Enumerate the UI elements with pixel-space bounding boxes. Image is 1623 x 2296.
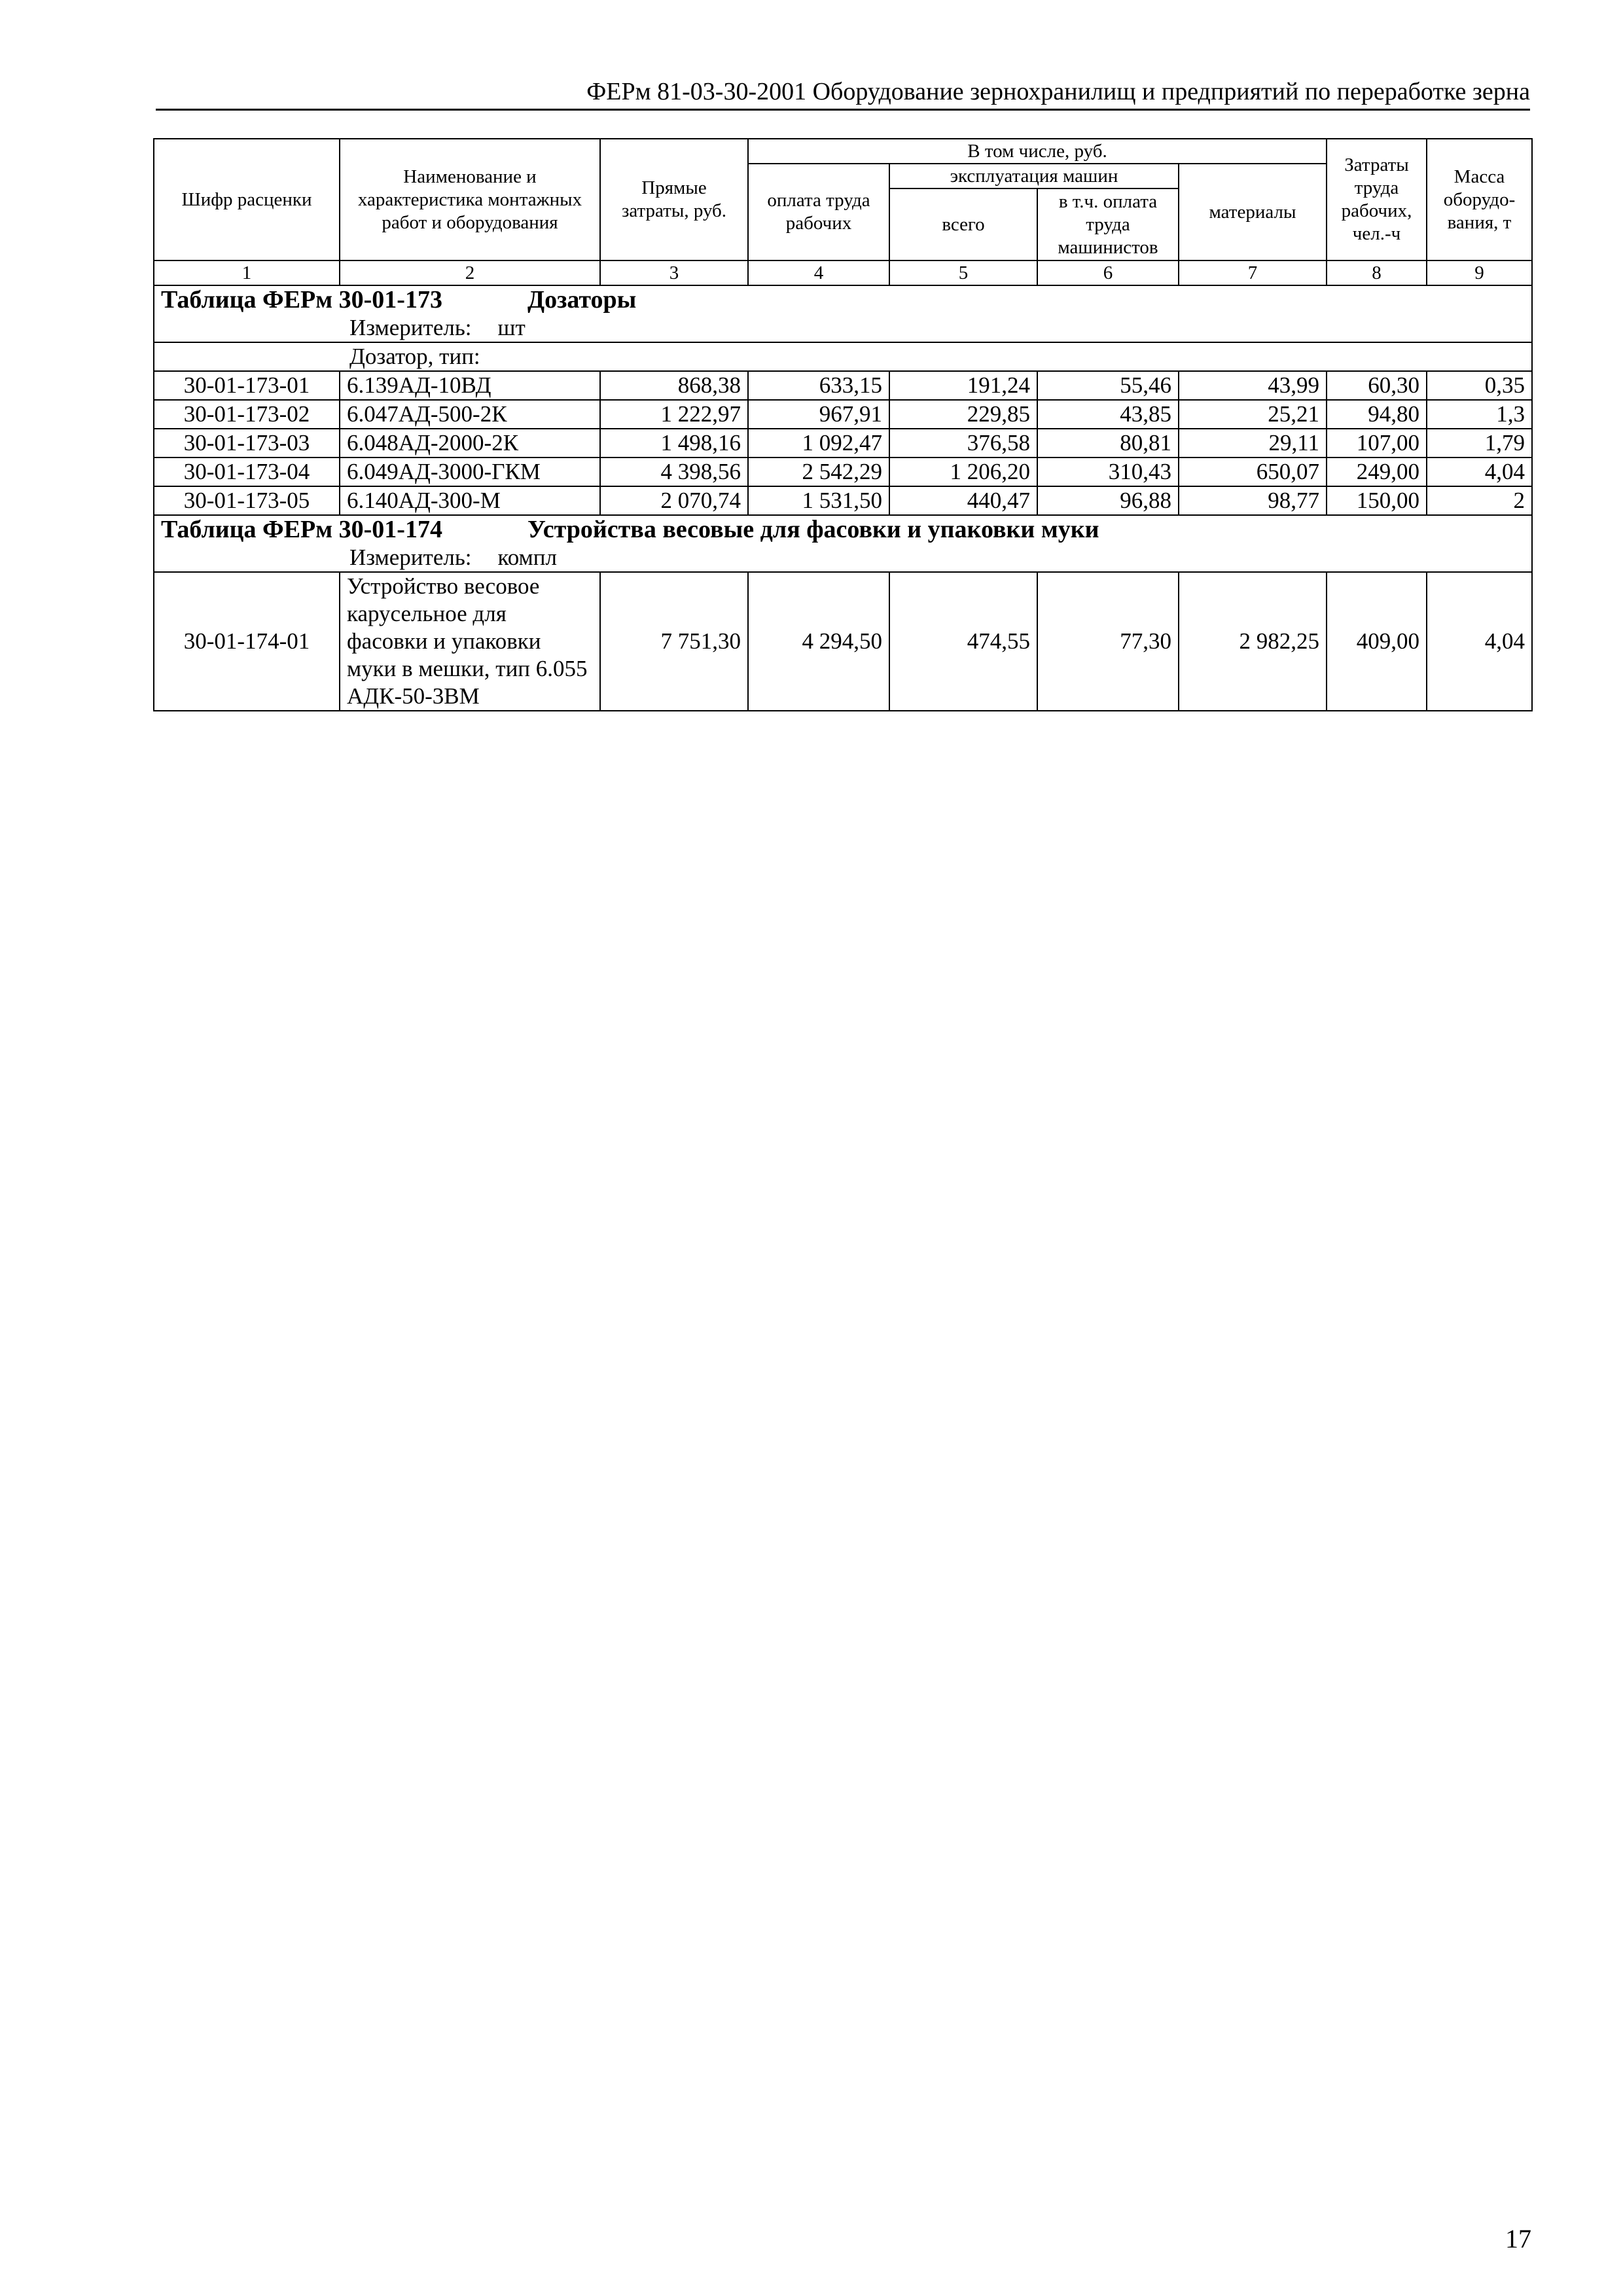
head-labor: оплата труда рабочих bbox=[748, 164, 889, 260]
col-number: 1 bbox=[154, 260, 340, 285]
machines-total: 191,24 bbox=[889, 371, 1037, 400]
materials-cost: 29,11 bbox=[1179, 429, 1327, 457]
measure-unit: шт bbox=[497, 315, 526, 340]
page-number: 17 bbox=[1505, 2224, 1531, 2253]
section-measure-row bbox=[154, 314, 1532, 342]
labor-cost: 967,91 bbox=[748, 400, 889, 429]
labor-hours: 60,30 bbox=[1327, 371, 1427, 400]
rate-name: 6.047АД-500-2К bbox=[340, 400, 600, 429]
labor-cost: 2 542,29 bbox=[748, 457, 889, 486]
measure-label: Измеритель: bbox=[349, 545, 472, 570]
machines-total: 1 206,20 bbox=[889, 457, 1037, 486]
section-title: Таблица ФЕРм 30-01-174 bbox=[161, 516, 442, 543]
equipment-mass: 1,79 bbox=[1427, 429, 1532, 457]
rate-code: 30-01-174-01 bbox=[154, 572, 340, 711]
labor-cost: 4 294,50 bbox=[748, 572, 889, 711]
column-numbers-row bbox=[154, 260, 1532, 285]
labor-hours: 150,00 bbox=[1327, 486, 1427, 515]
equipment-mass: 4,04 bbox=[1427, 457, 1532, 486]
labor-hours: 94,80 bbox=[1327, 400, 1427, 429]
machines-total: 440,47 bbox=[889, 486, 1037, 515]
measure-label: Измеритель: bbox=[349, 315, 472, 340]
direct-cost: 2 070,74 bbox=[600, 486, 748, 515]
col-number: 9 bbox=[1427, 260, 1532, 285]
measure-unit: компл bbox=[497, 545, 557, 570]
rate-code: 30-01-173-05 bbox=[154, 486, 340, 515]
col-number: 6 bbox=[1037, 260, 1179, 285]
labor-hours: 107,00 bbox=[1327, 429, 1427, 457]
direct-cost: 7 751,30 bbox=[600, 572, 748, 711]
head-including: В том числе, руб. bbox=[748, 139, 1327, 164]
rate-code: 30-01-173-04 bbox=[154, 457, 340, 486]
head-materials: материалы bbox=[1179, 164, 1327, 260]
machines-labor: 55,46 bbox=[1037, 371, 1179, 400]
machines-total: 474,55 bbox=[889, 572, 1037, 711]
rate-name: 6.048АД-2000-2К bbox=[340, 429, 600, 457]
head-labor-hours: Затраты труда рабочих, чел.-ч bbox=[1327, 139, 1427, 260]
labor-cost: 1 531,50 bbox=[748, 486, 889, 515]
rates-table bbox=[153, 138, 1533, 711]
rate-name: 6.139АД-10ВД bbox=[340, 371, 600, 400]
rate-name: 6.140АД-300-М bbox=[340, 486, 600, 515]
machines-labor: 77,30 bbox=[1037, 572, 1179, 711]
table-row bbox=[154, 371, 1532, 400]
direct-cost: 868,38 bbox=[600, 371, 748, 400]
labor-cost: 633,15 bbox=[748, 371, 889, 400]
materials-cost: 2 982,25 bbox=[1179, 572, 1327, 711]
direct-cost: 4 398,56 bbox=[600, 457, 748, 486]
col-number: 8 bbox=[1327, 260, 1427, 285]
equipment-mass: 2 bbox=[1427, 486, 1532, 515]
table-row bbox=[154, 572, 1532, 711]
materials-cost: 98,77 bbox=[1179, 486, 1327, 515]
section-name: Дозаторы bbox=[527, 286, 637, 314]
head-machines: эксплуатация машин bbox=[889, 164, 1179, 188]
machines-total: 376,58 bbox=[889, 429, 1037, 457]
head-code: Шифр расценки bbox=[154, 139, 340, 260]
col-number: 5 bbox=[889, 260, 1037, 285]
labor-hours: 249,00 bbox=[1327, 457, 1427, 486]
section-title-row bbox=[154, 515, 1532, 544]
machines-labor: 310,43 bbox=[1037, 457, 1179, 486]
machines-total: 229,85 bbox=[889, 400, 1037, 429]
section-name: Устройства весовые для фасовки и упаковки муки bbox=[527, 516, 1099, 543]
equipment-mass: 4,04 bbox=[1427, 572, 1532, 711]
section-title-row bbox=[154, 285, 1532, 314]
subheading: Дозатор, тип: bbox=[349, 344, 480, 369]
machines-labor: 80,81 bbox=[1037, 429, 1179, 457]
equipment-mass: 1,3 bbox=[1427, 400, 1532, 429]
equipment-mass: 0,35 bbox=[1427, 371, 1532, 400]
table-row bbox=[154, 400, 1532, 429]
head-direct: Прямые затраты, руб. bbox=[600, 139, 748, 260]
section-measure-row bbox=[154, 544, 1532, 572]
machines-labor: 43,85 bbox=[1037, 400, 1179, 429]
direct-cost: 1 222,97 bbox=[600, 400, 748, 429]
rate-code: 30-01-173-03 bbox=[154, 429, 340, 457]
materials-cost: 25,21 bbox=[1179, 400, 1327, 429]
subheading-row bbox=[154, 342, 1532, 371]
head-name: Наименование и характеристика монтажных работ и оборудования bbox=[340, 139, 600, 260]
rate-name: 6.049АД-3000-ГКМ bbox=[340, 457, 600, 486]
rate-name: Устройство весовое карусельное для фасовки и упаковки муки в мешки, тип 6.055 АДК-50-3ВМ bbox=[340, 572, 600, 711]
machines-labor: 96,88 bbox=[1037, 486, 1179, 515]
head-machines-labor: в т.ч. оплата труда машинистов bbox=[1037, 188, 1179, 260]
col-number: 4 bbox=[748, 260, 889, 285]
col-number: 7 bbox=[1179, 260, 1327, 285]
table-row bbox=[154, 486, 1532, 515]
table-row bbox=[154, 429, 1532, 457]
table-row bbox=[154, 457, 1532, 486]
col-number: 2 bbox=[340, 260, 600, 285]
head-mass: Масса оборудо-вания, т bbox=[1427, 139, 1532, 260]
labor-hours: 409,00 bbox=[1327, 572, 1427, 711]
labor-cost: 1 092,47 bbox=[748, 429, 889, 457]
running-header: ФЕРм 81-03-30-2001 Оборудование зернохранилищ и предприятий по переработке зерна bbox=[156, 77, 1530, 111]
rate-code: 30-01-173-01 bbox=[154, 371, 340, 400]
section-title: Таблица ФЕРм 30-01-173 bbox=[161, 286, 442, 314]
materials-cost: 43,99 bbox=[1179, 371, 1327, 400]
col-number: 3 bbox=[600, 260, 748, 285]
materials-cost: 650,07 bbox=[1179, 457, 1327, 486]
direct-cost: 1 498,16 bbox=[600, 429, 748, 457]
rate-code: 30-01-173-02 bbox=[154, 400, 340, 429]
head-machines-total: всего bbox=[889, 188, 1037, 260]
